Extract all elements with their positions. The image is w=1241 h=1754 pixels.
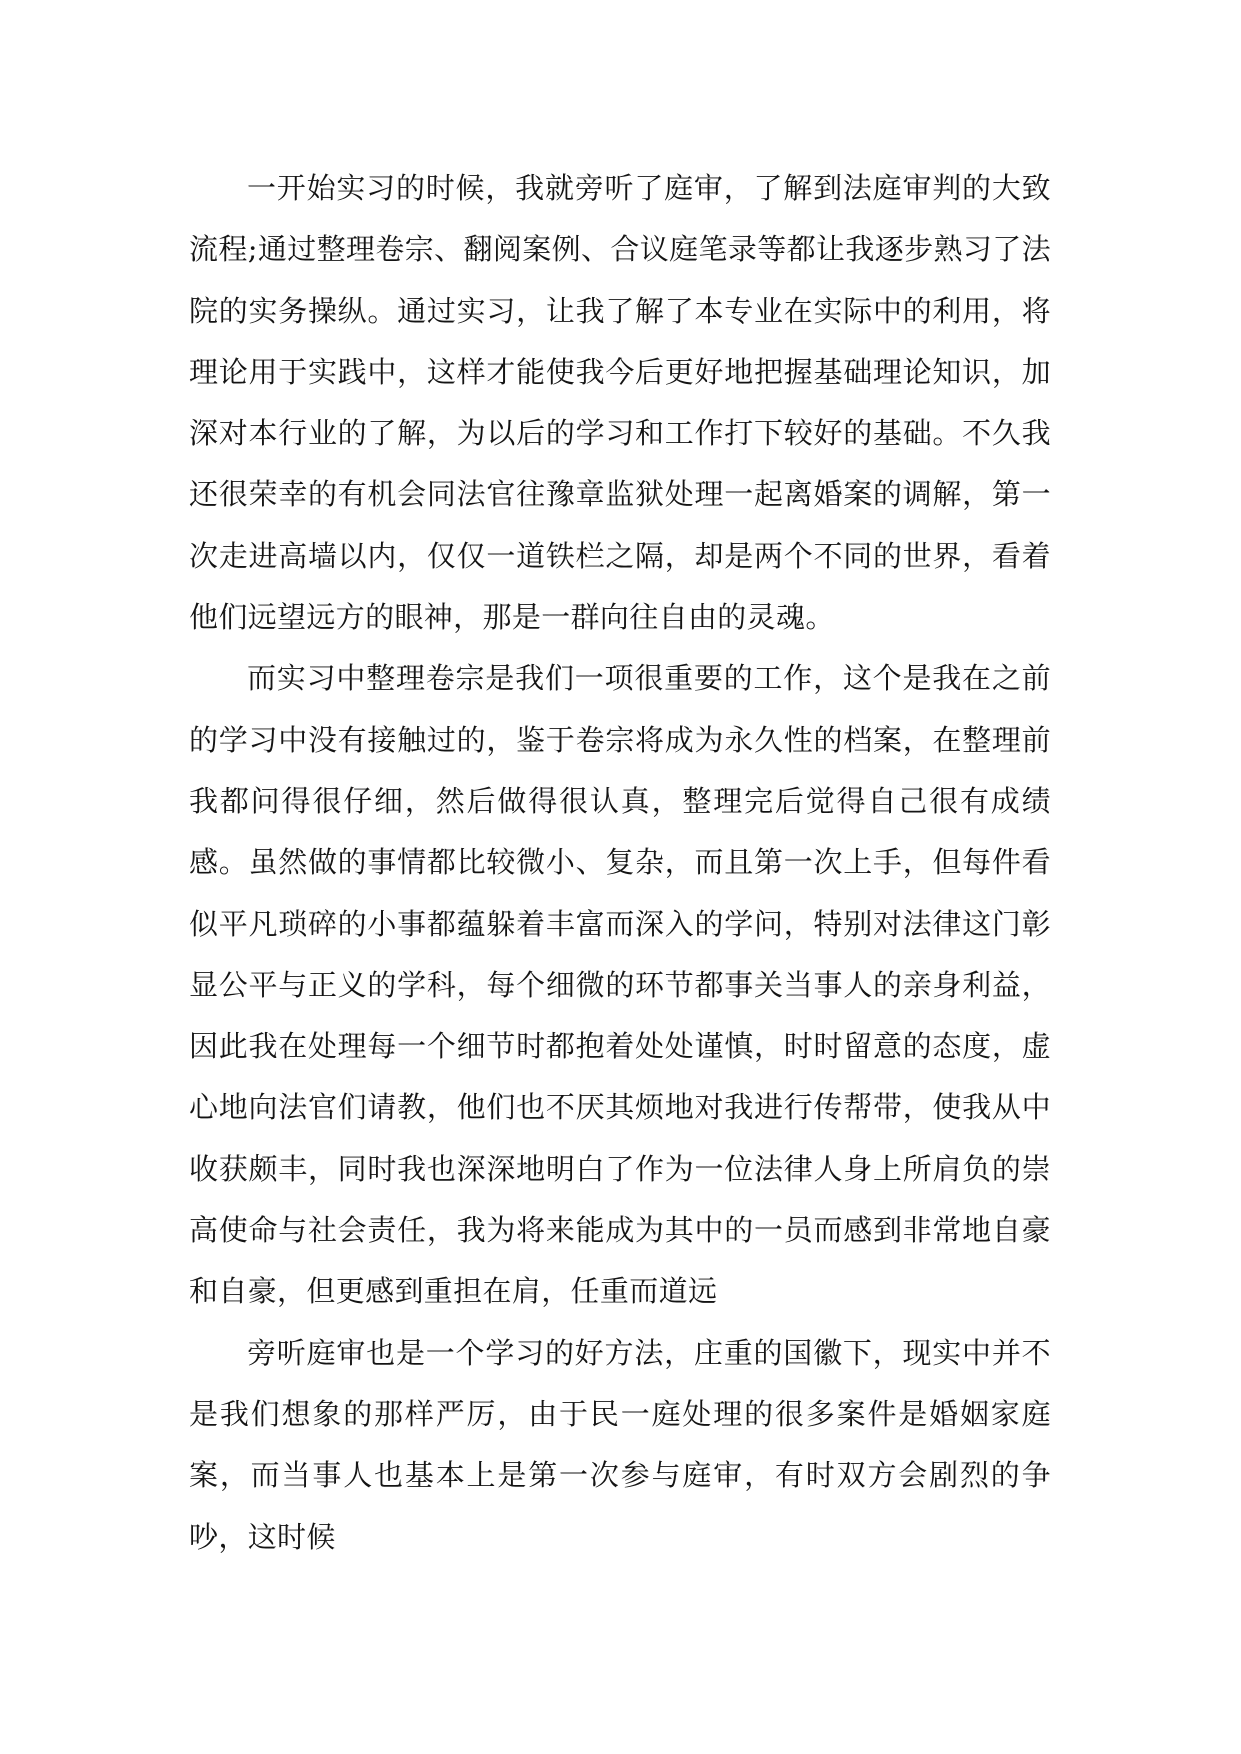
paragraph-court-hearing: 旁听庭审也是一个学习的好方法，庄重的国徽下，现实中并不是我们想象的那样严厉，由于民一庭处理的很多案件是婚姻家庭案，而当事人也基本上是第一次参与庭审，有时双方会剧烈的争吵，这时候 xyxy=(189,1335,1051,1554)
document-body xyxy=(189,158,1051,1568)
paragraph-internship-start: 一开始实习的时候，我就旁听了庭审，了解到法庭审判的大致流程;通过整理卷宗、翻阅案例、合议庭笔录等都让我逐步熟习了法院的实务操纵。通过实习，让我了解了本专业在实际中的利用，将理论用于实践中，这样才能使我今后更好地把握基础理论知识，加深对本行业的了解，为以后的学习和工作打下较好的基础。不久我还很荣幸的有机会同法官往豫章监狱处理一起离婚案的调解，第一次走进高墙以内，仅仅一道铁栏之隔，却是两个不同的世界，看着他们远望远方的眼神，那是一群向往自由的灵魂。 xyxy=(189,171,1051,635)
paragraph-case-files: 而实习中整理卷宗是我们一项很重要的工作，这个是我在之前的学习中没有接触过的，鉴于卷宗将成为永久性的档案，在整理前我都问得很仔细，然后做得很认真，整理完后觉得自己很有成绩感。虽然做的事情都比较微小、复杂，而且第一次上手，但每件看似平凡琐碎的小事都蕴躲着丰富而深入的学问，特别对法律这门彰显公平与正义的学科，每个细微的环节都事关当事人的亲身利益，因此我在处理每一个细节时都抱着处处谨慎，时时留意的态度，虚心地向法官们请教，他们也不厌其烦地对我进行传帮带，使我从中收获颇丰，同时我也深深地明白了作为一位法律人身上所肩负的崇高使命与社会责任，我为将来能成为其中的一员而感到非常地自豪和自豪，但更感到重担在肩，任重而道远 xyxy=(189,661,1051,1309)
